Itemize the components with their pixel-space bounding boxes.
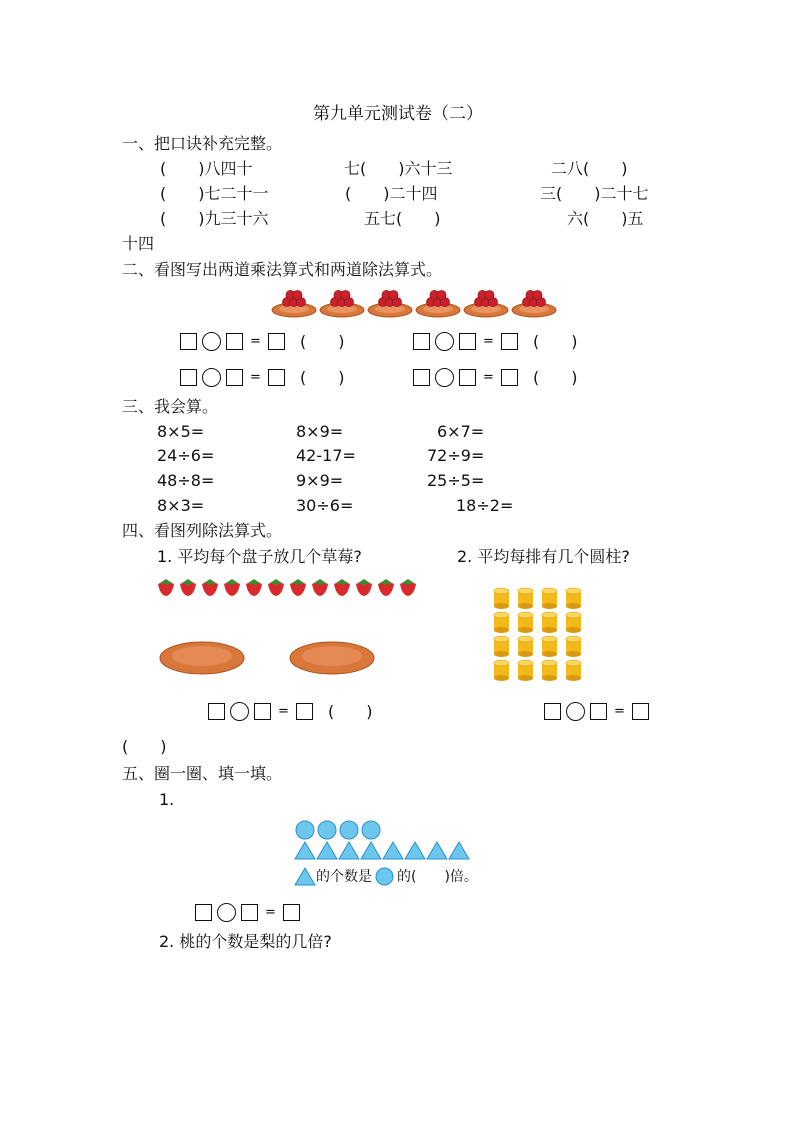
formula-row: [413, 367, 518, 387]
question-5-2: 2. 桃的个数是梨的几倍?: [159, 932, 332, 951]
blue-triangle: [383, 842, 403, 859]
rhyme-1-3: 二八( ): [551, 159, 628, 178]
apple-plates-image: [270, 288, 560, 320]
section4-heading: 四、看图列除法算式。: [122, 521, 283, 540]
cylinder: [518, 660, 533, 681]
blue-triangle: [449, 842, 469, 859]
rhyme-wrap: 十四: [122, 234, 155, 253]
answer-box[interactable]: [226, 369, 243, 386]
equals-sign: =: [278, 703, 289, 719]
blue-triangle: [295, 842, 315, 859]
cylinder: [494, 588, 509, 609]
rhyme-1-1: ( )八四十: [160, 159, 253, 178]
calc-item: 25÷5=: [427, 471, 485, 490]
calc-item: 9×9=: [296, 471, 344, 490]
unit-paren[interactable]: ( ): [533, 332, 578, 351]
blue-circle: [362, 821, 380, 839]
cylinder: [566, 588, 581, 609]
unit-paren[interactable]: ( ): [300, 368, 345, 387]
circles-triangles-image: [294, 820, 474, 862]
blue-triangle: [427, 842, 447, 859]
cylinder: [566, 636, 581, 657]
formula-row: [208, 701, 313, 721]
cylinder: [518, 588, 533, 609]
answer-box[interactable]: [590, 703, 607, 720]
equals-sign: =: [614, 703, 625, 719]
strawberries-image: [155, 576, 420, 598]
strawberry: [268, 579, 284, 596]
apple-plate: [416, 290, 460, 317]
cylinder: [494, 636, 509, 657]
operator-circle[interactable]: [230, 702, 249, 721]
cylinders-image: [490, 586, 585, 682]
strawberry: [356, 579, 372, 596]
strawberry: [202, 579, 218, 596]
rhyme-1-2: 七( )六十三: [344, 159, 453, 178]
cylinder: [566, 612, 581, 633]
answer-box[interactable]: [180, 369, 197, 386]
plate: [290, 642, 374, 674]
strawberry: [334, 579, 350, 596]
answer-box[interactable]: [283, 904, 300, 921]
question-5-1: 1.: [159, 790, 175, 809]
blue-circle: [340, 821, 358, 839]
formula-row: [413, 331, 518, 351]
answer-box[interactable]: [413, 369, 430, 386]
formula-row: [195, 902, 300, 922]
equals-sign: =: [483, 369, 494, 385]
answer-box[interactable]: [268, 333, 285, 350]
formula-row: [180, 331, 285, 351]
equals-sign: =: [250, 333, 261, 349]
answer-box[interactable]: [501, 369, 518, 386]
question-4-2: 2. 平均每排有几个圆柱?: [457, 547, 630, 566]
rhyme-3-1: ( )九三十六: [160, 209, 269, 228]
answer-box[interactable]: [226, 333, 243, 350]
calc-item: 8×5=: [157, 422, 205, 441]
operator-circle[interactable]: [202, 332, 221, 351]
equals-sign: =: [250, 369, 261, 385]
strawberry: [246, 579, 262, 596]
triangle-icon: [294, 867, 316, 886]
cylinder: [542, 612, 557, 633]
operator-circle[interactable]: [217, 903, 236, 922]
equals-sign: =: [483, 333, 494, 349]
circle-icon: [375, 867, 394, 886]
blue-triangle: [361, 842, 381, 859]
answer-box[interactable]: [296, 703, 313, 720]
cylinder: [494, 660, 509, 681]
question-4-1: 1. 平均每个盘子放几个草莓?: [157, 547, 362, 566]
operator-circle[interactable]: [202, 368, 221, 387]
caption-text: 的个数是: [316, 869, 372, 885]
rhyme-2-1: ( )七二十一: [160, 184, 269, 203]
unit-paren[interactable]: ( ): [300, 332, 345, 351]
unit-paren[interactable]: ( ): [328, 702, 373, 721]
rhyme-2-3: 三( )二十七: [540, 184, 649, 203]
section5-heading: 五、圈一圈、填一填。: [122, 764, 283, 783]
calc-item: 48÷8=: [157, 471, 215, 490]
blue-circle: [318, 821, 336, 839]
answer-box[interactable]: [413, 333, 430, 350]
unit-paren[interactable]: ( ): [533, 368, 578, 387]
strawberry: [290, 579, 306, 596]
section2-heading: 二、看图写出两道乘法算式和两道除法算式。: [122, 260, 443, 279]
operator-circle[interactable]: [566, 702, 585, 721]
section1-heading: 一、把口诀补充完整。: [122, 134, 283, 153]
cylinder: [518, 636, 533, 657]
apple-plate: [464, 290, 508, 317]
strawberry: [312, 579, 328, 596]
answer-box[interactable]: [254, 703, 271, 720]
apple-plate: [272, 290, 316, 317]
cylinder: [542, 660, 557, 681]
answer-box[interactable]: [241, 904, 258, 921]
calc-item: 6×7=: [437, 422, 485, 441]
plates-image: [160, 632, 400, 680]
strawberry: [158, 579, 174, 596]
caption-text[interactable]: 的( )倍。: [397, 869, 478, 885]
formula-row: [180, 367, 285, 387]
answer-box[interactable]: [459, 333, 476, 350]
answer-box[interactable]: [459, 369, 476, 386]
rhyme-3-2: 五七( ): [364, 209, 441, 228]
apple-plate: [368, 290, 412, 317]
answer-box[interactable]: [544, 703, 561, 720]
calc-item: 42-17=: [296, 446, 356, 465]
unit-paren-wrap[interactable]: ( ): [122, 737, 167, 756]
formula-row: [544, 701, 649, 721]
rhyme-3-3: 六( )五: [567, 209, 644, 228]
rhyme-2-2: ( )二十四: [345, 184, 438, 203]
blue-triangle: [405, 842, 425, 859]
cylinder: [542, 636, 557, 657]
answer-box[interactable]: [195, 904, 212, 921]
ratio-caption: [294, 866, 478, 886]
strawberry: [224, 579, 240, 596]
calc-item: 24÷6=: [157, 446, 215, 465]
answer-box[interactable]: [208, 703, 225, 720]
calc-item: 8×9=: [296, 422, 344, 441]
calc-item: 18÷2=: [456, 496, 514, 515]
section3-heading: 三、我会算。: [122, 397, 219, 416]
cylinder: [542, 588, 557, 609]
answer-box[interactable]: [632, 703, 649, 720]
answer-box[interactable]: [268, 369, 285, 386]
page-title: 第九单元测试卷（二）: [313, 104, 483, 124]
blue-triangle: [317, 842, 337, 859]
blue-triangle: [339, 842, 359, 859]
calc-item: 8×3=: [157, 496, 205, 515]
strawberry: [180, 579, 196, 596]
blue-circle: [296, 821, 314, 839]
calc-item: 72÷9=: [427, 446, 485, 465]
apple-plate: [320, 290, 364, 317]
strawberry: [378, 579, 394, 596]
strawberry: [400, 579, 416, 596]
operator-circle[interactable]: [435, 332, 454, 351]
operator-circle[interactable]: [435, 368, 454, 387]
apple-plate: [512, 290, 556, 317]
cylinder: [518, 612, 533, 633]
cylinder: [566, 660, 581, 681]
answer-box[interactable]: [180, 333, 197, 350]
answer-box[interactable]: [501, 333, 518, 350]
calc-item: 30÷6=: [296, 496, 354, 515]
plate: [160, 642, 244, 674]
equals-sign: =: [265, 904, 276, 920]
cylinder: [494, 612, 509, 633]
